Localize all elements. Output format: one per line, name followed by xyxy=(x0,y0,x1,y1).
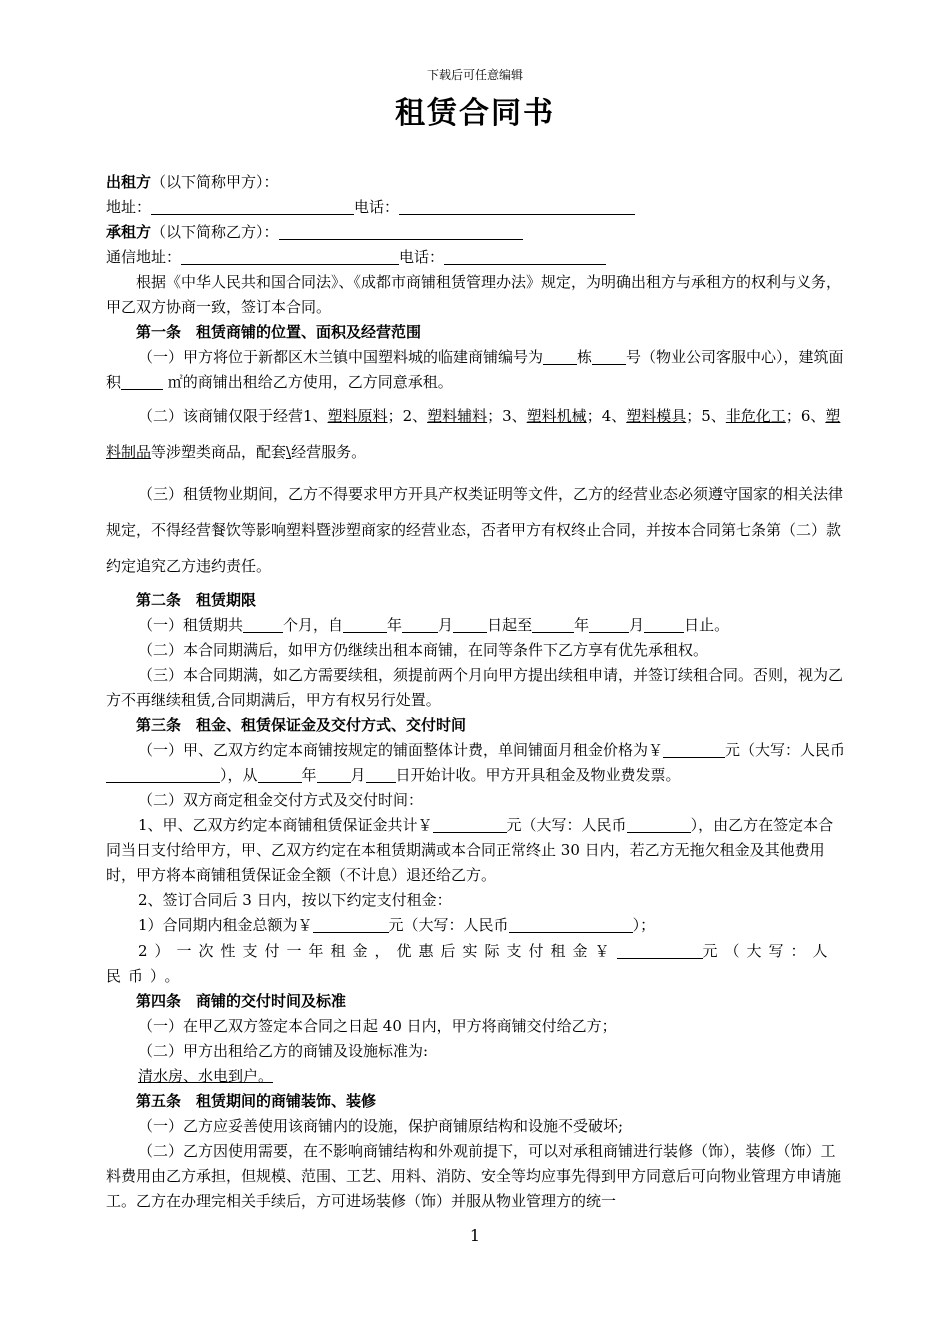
article-1-heading: 第一条 租赁商铺的位置、面积及经营范围 xyxy=(136,323,422,341)
article-3-clause-4: 2、签订合同后 3 日内，按以下约定支付租金： xyxy=(138,891,452,909)
article-5-heading: 第五条 租赁期间的商铺装饰、装修 xyxy=(136,1092,377,1110)
article-1-clause-2: （二）该商铺仅限于经营1、塑料原料；2、塑料辅料；3、塑料机械；4、塑料模具；5、非危化工；6、塑料制品等涉塑类商品，配套\经营服务。 xyxy=(106,407,841,461)
article-3-clause-2: （二）双方商定租金交付方式及交付时间： xyxy=(138,791,424,809)
article-1-clause-3: （三）租赁物业期间，乙方不得要求甲方开具产权类证明等文件，乙方的经营业态必须遵守国家的相关法律规定，不得经营餐饮等影响塑料暨涉塑商家的经营业态，否者甲方有权终止合同，并按本合同第七条第（二）款约定追究乙方违约责任。 xyxy=(106,485,844,575)
contract-body xyxy=(106,170,848,1214)
lessor-address-blank[interactable] xyxy=(151,199,354,215)
header-note: 下载后可任意编辑 xyxy=(426,68,523,82)
article-3-clause-3: 1、甲、乙双方约定本商铺租赁保证金共计￥ 元（大写：人民币 ），由乙方在签定本合同当日支付给甲方，甲、乙双方约定在本租赁期满或本合同正常终止 30 日内，若乙方无拖欠租金及其他费用时，甲方将本商铺租赁保证金全额（不计息）退还给乙方。 xyxy=(106,816,834,884)
article-2-clause-1: （一）租赁期共 个月，自 年 月 日起至 年 月 日止。 xyxy=(138,616,730,634)
article-4-heading: 第四条 商铺的交付时间及标准 xyxy=(136,992,347,1010)
lessor-line: 出租方（以下简称甲方）： xyxy=(106,173,279,191)
end-year-blank[interactable] xyxy=(532,617,574,633)
rent-start-month-blank[interactable] xyxy=(317,767,351,783)
article-2-heading: 第二条 租赁期限 xyxy=(136,591,257,609)
lessee-line: 承租方（以下简称乙方）： xyxy=(106,220,848,245)
lessee-name-blank[interactable] xyxy=(279,224,523,240)
annual-rent-blank[interactable] xyxy=(617,943,703,959)
end-day-blank[interactable] xyxy=(644,617,684,633)
monthly-rent-words-blank[interactable] xyxy=(106,767,220,783)
unit-blank[interactable] xyxy=(592,349,626,365)
article-3-heading: 第三条 租金、租赁保证金及交付方式、交付时间 xyxy=(136,716,467,734)
lessor-phone-blank[interactable] xyxy=(399,199,635,215)
lessor-address-line: 地址： 电话： xyxy=(106,195,848,220)
article-5-clause-1: （一）乙方应妥善使用该商铺内的设施，保护商铺原结构和设施不受破坏; xyxy=(138,1117,624,1135)
building-blank[interactable] xyxy=(543,349,577,365)
page-number: 1 xyxy=(469,1226,481,1245)
start-month-blank[interactable] xyxy=(402,617,438,633)
total-rent-words-blank[interactable] xyxy=(509,917,633,933)
article-3-clause-1: （一）甲、乙双方约定本商铺按规定的铺面整体计费，单间铺面月租金价格为￥ 元（大写：人民币），从 年 月 日开始计收。甲方开具租金及物业费发票。 xyxy=(106,738,848,788)
article-3-clause-6: 2）一次性支付一年租金，优惠后实际支付租金￥ 元（大写：人民币）。 xyxy=(106,942,835,985)
lessee-phone-blank[interactable] xyxy=(444,249,606,265)
article-2-clause-3: （三）本合同期满，如乙方需要续租，须提前两个月向甲方提出续租申请，并签订续租合同。否则，视为乙方不再继续租赁,合同期满后，甲方有权另行处置。 xyxy=(106,666,844,709)
deposit-blank[interactable] xyxy=(433,817,507,833)
preamble: 根据《中华人民共和国合同法》、《成都市商铺租赁管理办法》规定，为明确出租方与承租方的权利与义务，甲乙双方协商一致，签订本合同。 xyxy=(106,273,842,316)
lessee-address-line: 通信地址： 电话： xyxy=(106,245,848,270)
article-3-clause-5: 1）合同期内租金总额为￥ 元（大写：人民币 ）； xyxy=(138,916,656,934)
article-1-clause-1: （一）甲方将位于新都区木兰镇中国塑料城的临建商铺编号为 栋 号（物业公司客服中心），建筑面积 ㎡的商铺出租给乙方使用，乙方同意承租。 xyxy=(106,348,844,391)
start-day-blank[interactable] xyxy=(453,617,487,633)
monthly-rent-blank[interactable] xyxy=(663,742,725,758)
contract-title: 租赁合同书 xyxy=(395,96,555,131)
total-rent-blank[interactable] xyxy=(313,917,389,933)
article-4-clause-3: 清水房、水电到户。 xyxy=(138,1067,274,1085)
article-4-clause-1: （一）在甲乙双方签定本合同之日起 40 日内，甲方将商铺交付给乙方； xyxy=(138,1017,617,1035)
article-4-clause-2: （二）甲方出租给乙方的商铺及设施标准为: xyxy=(138,1042,429,1060)
area-blank[interactable] xyxy=(121,374,163,390)
lessee-address-blank[interactable] xyxy=(181,249,399,265)
start-year-blank[interactable] xyxy=(343,617,387,633)
months-blank[interactable] xyxy=(243,617,283,633)
rent-start-year-blank[interactable] xyxy=(258,767,302,783)
end-month-blank[interactable] xyxy=(589,617,629,633)
article-2-clause-2: （二）本合同期满后，如甲方仍继续出租本商铺，在同等条件下乙方享有优先承租权。 xyxy=(138,641,709,659)
deposit-words-blank[interactable] xyxy=(627,817,691,833)
rent-start-day-blank[interactable] xyxy=(366,767,396,783)
article-5-clause-2: （二）乙方因使用需要，在不影响商铺结构和外观前提下，可以对承租商铺进行装修（饰），装修（饰）工料费用由乙方承担，但规模、范围、工艺、用料、消防、安全等均应事先得到甲方同意后可向物业管理方申请施工。乙方在办理完相关手续后，方可进场装修（饰）并服从物业管理方的统一 xyxy=(106,1142,842,1210)
